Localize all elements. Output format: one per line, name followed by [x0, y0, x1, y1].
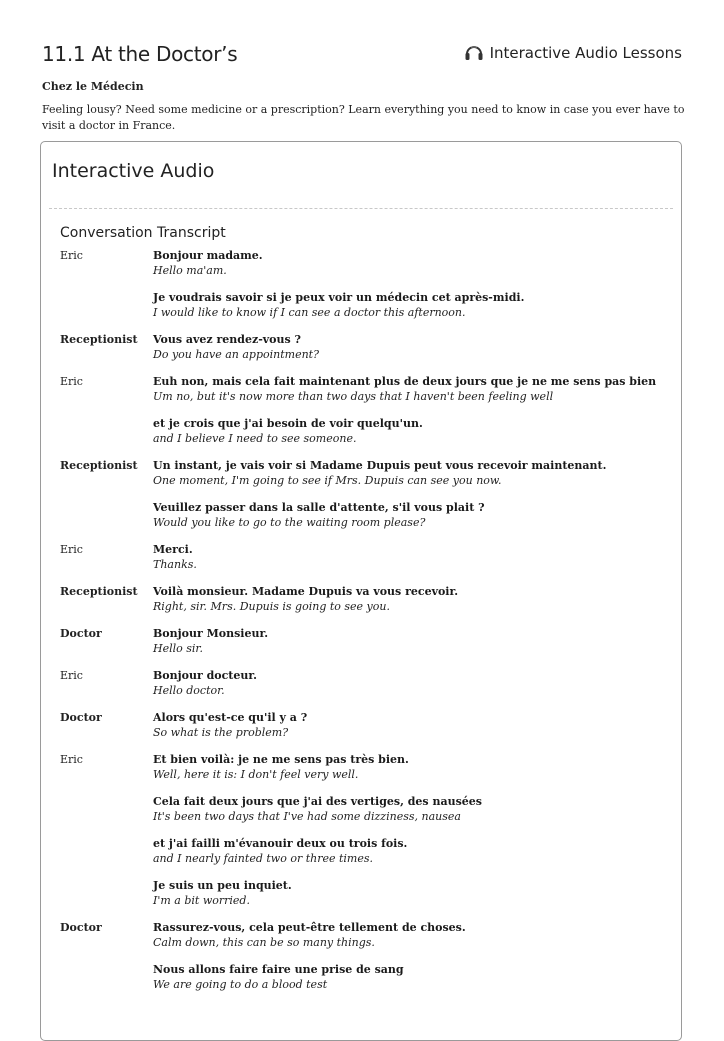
- english-translation: Would you like to go to the waiting room please?: [153, 516, 426, 529]
- french-text: Bonjour Monsieur.: [153, 627, 269, 640]
- transcript-line[interactable]: [153, 374, 660, 405]
- french-text: Vous avez rendez-vous ?: [153, 333, 301, 346]
- turn-lines: [153, 542, 660, 573]
- french-text: et je crois que j'ai besoin de voir quelqu'un.: [153, 417, 423, 430]
- speaker-name: Doctor: [60, 627, 102, 640]
- transcript-line[interactable]: [153, 290, 660, 321]
- conversation-transcript: [60, 248, 660, 1004]
- page-header: [42, 40, 682, 74]
- french-text: Je suis un peu inquiet.: [153, 879, 292, 892]
- transcript-line[interactable]: [153, 878, 660, 909]
- english-translation: One moment, I'm going to see if Mrs. Dupuis can see you now.: [153, 474, 502, 487]
- transcript-line[interactable]: [153, 542, 660, 573]
- english-translation: Hello sir.: [153, 642, 203, 655]
- speaker-name: Eric: [60, 375, 83, 388]
- english-translation: Thanks.: [153, 558, 197, 571]
- transcript-turn: [60, 668, 660, 699]
- panel-title: Interactive Audio: [52, 160, 215, 182]
- transcript-line[interactable]: [153, 416, 660, 447]
- turn-lines: [153, 668, 660, 699]
- transcript-line[interactable]: [153, 836, 660, 867]
- transcript-line[interactable]: [153, 332, 660, 363]
- english-translation: It's been two days that I've had some dizziness, nausea: [153, 810, 461, 823]
- transcript-turn: [60, 458, 660, 531]
- speaker-name: Receptionist: [60, 585, 138, 598]
- english-translation: So what is the problem?: [153, 726, 289, 739]
- turn-lines: [153, 374, 660, 447]
- transcript-turn: [60, 626, 660, 657]
- transcript-turn: [60, 374, 660, 447]
- speaker-name: Eric: [60, 543, 83, 556]
- english-translation: I'm a bit worried.: [153, 894, 250, 907]
- headphones-icon: [464, 42, 484, 64]
- transcript-line[interactable]: [153, 248, 660, 279]
- speaker-name: Eric: [60, 249, 83, 262]
- speaker-name: Receptionist: [60, 333, 138, 346]
- transcript-line[interactable]: [153, 794, 660, 825]
- transcript-turn: [60, 710, 660, 741]
- english-translation: Calm down, this can be so many things.: [153, 936, 375, 949]
- lesson-intro: Feeling lousy? Need some medicine or a prescription? Learn everything you need to know in case you ever have to visit a doctor in France.: [42, 103, 685, 132]
- english-translation: I would like to know if I can see a doctor this afternoon.: [153, 306, 466, 319]
- transcript-line[interactable]: [153, 668, 660, 699]
- turn-lines: [153, 710, 660, 741]
- french-text: Je voudrais savoir si je peux voir un médecin cet après-midi.: [153, 291, 525, 304]
- english-translation: Well, here it is: I don't feel very well.: [153, 768, 359, 781]
- transcript-line[interactable]: [153, 710, 660, 741]
- turn-lines: [153, 626, 660, 657]
- english-translation: Hello doctor.: [153, 684, 225, 697]
- transcript-turn: [60, 332, 660, 363]
- french-text: Veuillez passer dans la salle d'attente, s'il vous plait ?: [153, 501, 485, 514]
- french-text: Nous allons faire faire une prise de sang: [153, 963, 404, 976]
- transcript-line[interactable]: [153, 920, 660, 951]
- english-translation: Um no, but it's now more than two days that I haven't been feeling well: [153, 390, 554, 403]
- french-text: et j'ai failli m'évanouir deux ou trois fois.: [153, 837, 408, 850]
- speaker-name: Eric: [60, 669, 83, 682]
- french-text: Merci.: [153, 543, 193, 556]
- brand-label: Interactive Audio Lessons: [489, 44, 682, 62]
- interactive-audio-panel: [40, 141, 682, 1041]
- french-text: Et bien voilà: je ne me sens pas très bien.: [153, 753, 409, 766]
- french-text: Voilà monsieur. Madame Dupuis va vous recevoir.: [153, 585, 459, 598]
- french-text: Un instant, je vais voir si Madame Dupuis peut vous recevoir maintenant.: [153, 459, 607, 472]
- speaker-name: Doctor: [60, 711, 102, 724]
- page-title: 11.1 At the Doctor’s: [42, 42, 238, 66]
- speaker-name: Receptionist: [60, 459, 138, 472]
- english-translation: Right, sir. Mrs. Dupuis is going to see you.: [153, 600, 390, 613]
- transcript-turn: [60, 920, 660, 993]
- transcript-line[interactable]: [153, 626, 660, 657]
- section-title: Conversation Transcript: [60, 225, 226, 241]
- french-text: Rassurez-vous, cela peut-être tellement de choses.: [153, 921, 466, 934]
- english-translation: We are going to do a blood test: [153, 978, 328, 991]
- french-text: Alors qu'est-ce qu'il y a ?: [153, 711, 308, 724]
- english-translation: and I believe I need to see someone.: [153, 432, 357, 445]
- transcript-line[interactable]: [153, 500, 660, 531]
- french-text: Bonjour docteur.: [153, 669, 257, 682]
- divider: [49, 208, 673, 209]
- turn-lines: [153, 584, 660, 615]
- french-text: Cela fait deux jours que j'ai des vertiges, des nausées: [153, 795, 482, 808]
- english-translation: Hello ma'am.: [153, 264, 227, 277]
- brand[interactable]: [464, 42, 682, 64]
- french-text: Bonjour madame.: [153, 249, 263, 262]
- turn-lines: [153, 458, 660, 531]
- transcript-turn: [60, 248, 660, 321]
- lesson-subtitle: Chez le Médecin: [42, 80, 144, 93]
- english-translation: and I nearly fainted two or three times.: [153, 852, 373, 865]
- transcript-turn: [60, 584, 660, 615]
- french-text: Euh non, mais cela fait maintenant plus de deux jours que je ne me sens pas bien: [153, 375, 657, 388]
- turn-lines: [153, 248, 660, 321]
- transcript-line[interactable]: [153, 962, 660, 993]
- transcript-line[interactable]: [153, 752, 660, 783]
- transcript-line[interactable]: [153, 584, 660, 615]
- turn-lines: [153, 752, 660, 909]
- turn-lines: [153, 920, 660, 993]
- transcript-turn: [60, 752, 660, 909]
- transcript-turn: [60, 542, 660, 573]
- speaker-name: Eric: [60, 753, 83, 766]
- transcript-line[interactable]: [153, 458, 660, 489]
- turn-lines: [153, 332, 660, 363]
- speaker-name: Doctor: [60, 921, 102, 934]
- english-translation: Do you have an appointment?: [153, 348, 319, 361]
